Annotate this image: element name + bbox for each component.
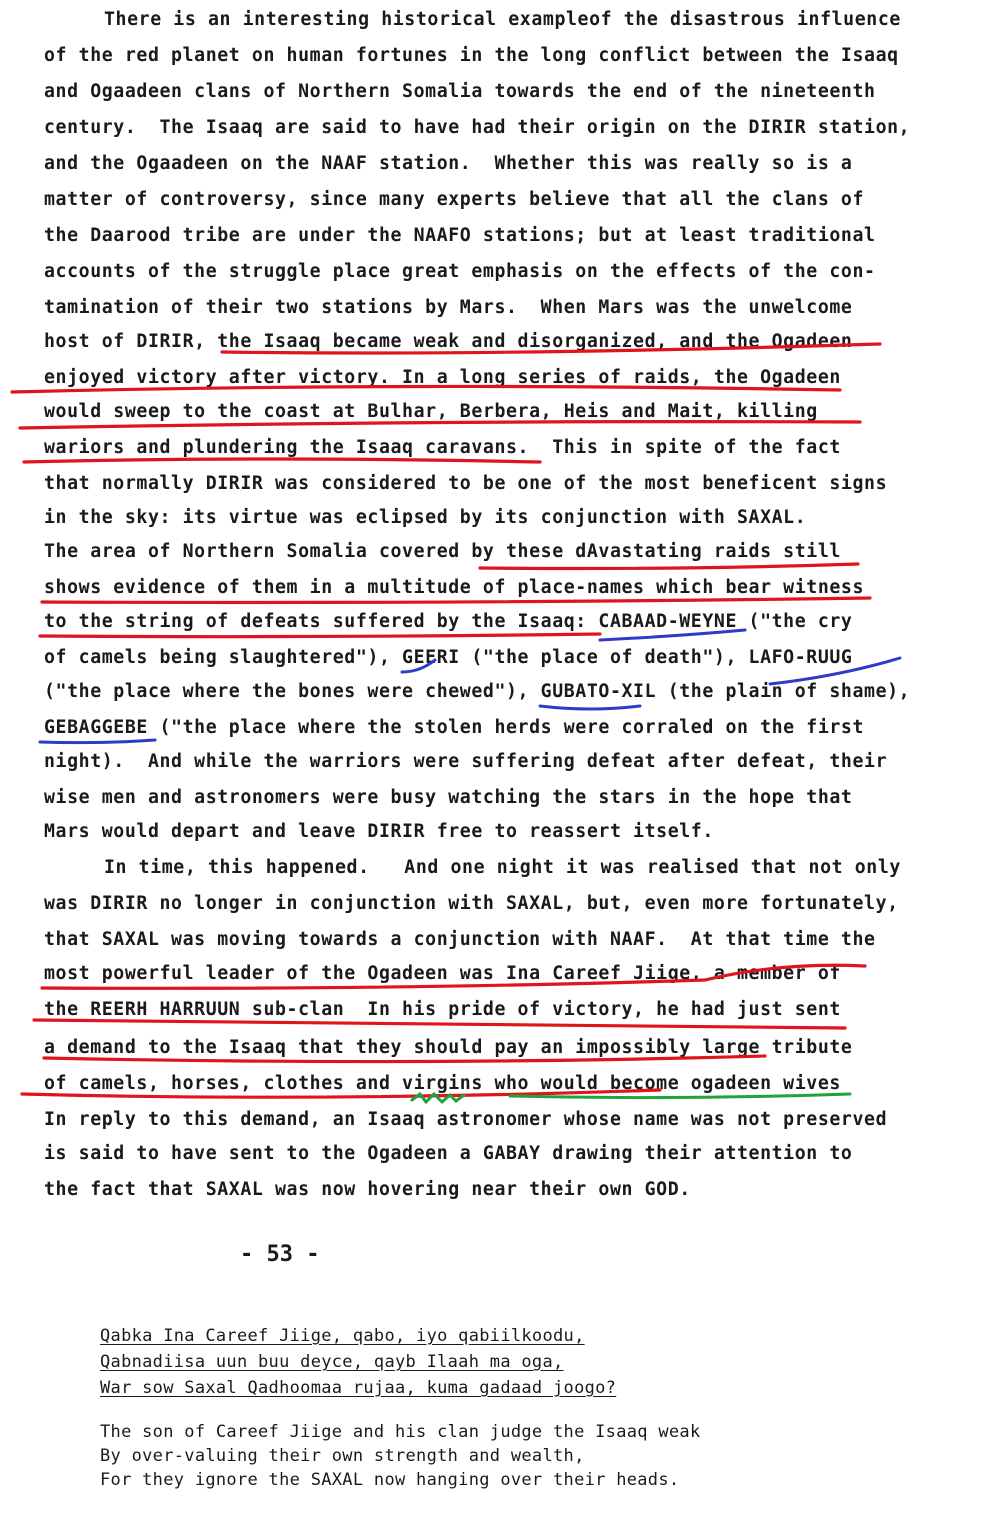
text-line: that SAXAL was moving towards a conjunction with NAAF. At that time the: [44, 929, 876, 950]
text-line: ("the place where the bones were chewed"), GUBATO-XIL (the plain of shame),: [44, 681, 911, 702]
text-line: of camels, horses, clothes and virgins who would become ogadeen wives: [44, 1073, 841, 1094]
text-line: was DIRIR no longer in conjunction with SAXAL, but, even more fortunately,: [44, 893, 899, 914]
text-line: Mars would depart and leave DIRIR free to reassert itself.: [44, 821, 714, 842]
green-underline: [510, 1094, 850, 1098]
green-scribble: [412, 1094, 464, 1102]
text-line: shows evidence of them in a multitude of place-names which bear witness: [44, 577, 865, 598]
verse-somali-line: Qabnadiisa uun buu deyce, qayb Ilaah ma oga,: [100, 1352, 564, 1372]
verse-somali-line: Qabka Ina Careef Jiige, qabo, iyo qabiilkoodu,: [100, 1326, 585, 1346]
text-line: In time, this happened. And one night it was realised that not only: [104, 857, 901, 878]
text-line: century. The Isaaq are said to have had their origin on the DIRIR station,: [44, 117, 911, 138]
verse-english-line: The son of Careef Jiige and his clan judge the Isaaq weak: [100, 1422, 701, 1442]
red-underline: [20, 422, 860, 428]
text-line: GEBAGGEBE ("the place where the stolen herds were corraled on the first: [44, 717, 865, 738]
blue-underline: [40, 740, 155, 743]
red-underline: [480, 564, 858, 569]
text-line: the fact that SAXAL was now hovering near their own GOD.: [44, 1179, 691, 1200]
green-underlines: [412, 1094, 850, 1102]
text-line: enjoyed victory after victory. In a long series of raids, the Ogadeen: [44, 367, 841, 388]
text-line: of camels being slaughtered"), GEERI ("the place of death"), LAFO-RUUG: [44, 647, 853, 668]
text-line: and the Ogaadeen on the NAAF station. Whether this was really so is a: [44, 153, 853, 174]
text-line: that normally DIRIR was considered to be one of the most beneficent signs: [44, 473, 888, 494]
text-line: the REERH HARRUUN sub-clan In his pride of victory, he had just sent: [44, 999, 841, 1020]
text-line: In reply to this demand, an Isaaq astronomer whose name was not preserved: [44, 1109, 888, 1130]
verse-somali-line: War sow Saxal Qadhoomaa rujaa, kuma gadaad joogo?: [100, 1378, 617, 1398]
text-line: night). And while the warriors were suffering defeat after defeat, their: [44, 751, 888, 772]
red-underline: [40, 634, 600, 637]
text-line: the Daarood tribe are under the NAAFO stations; but at least traditional: [44, 225, 876, 246]
text-line: wise men and astronomers were busy watching the stars in the hope that: [44, 787, 853, 808]
text-line: would sweep to the coast at Bulhar, Berbera, Heis and Mait, killing: [44, 401, 818, 422]
red-underline: [24, 459, 540, 462]
verse-english-line: For they ignore the SAXAL now hanging over their heads.: [100, 1470, 680, 1490]
text-line: a demand to the Isaaq that they should pay an impossibly large tribute: [44, 1037, 853, 1058]
text-line: of the red planet on human fortunes in the long conflict between the Isaaq: [44, 45, 899, 66]
text-line: and Ogaadeen clans of Northern Somalia towards the end of the nineteenth: [44, 81, 876, 102]
red-underline: [34, 1020, 845, 1028]
page-number: - 53 -: [240, 1242, 320, 1267]
blue-underline: [540, 706, 640, 709]
verse-english-line: By over-valuing their own strength and wealth,: [100, 1446, 585, 1466]
text-line: host of DIRIR, the Isaaq became weak and disorganized, and the Ogadeen: [44, 331, 853, 352]
text-line: to the string of defeats suffered by the Isaaq: CABAAD-WEYNE ("the cry: [44, 611, 853, 632]
text-line: in the sky: its virtue was eclipsed by its conjunction with SAXAL.: [44, 507, 807, 528]
red-underline: [42, 598, 870, 603]
text-line: is said to have sent to the Ogadeen a GABAY drawing their attention to: [44, 1143, 853, 1164]
text-line: There is an interesting historical exampleof the disastrous influence: [104, 9, 901, 30]
text-line: wariors and plundering the Isaaq caravans. This in spite of the fact: [44, 437, 841, 458]
text-line: matter of controversy, since many experts believe that all the clans of: [44, 189, 865, 210]
text-line: most powerful leader of the Ogadeen was Ina Careef Jiige, a member of: [44, 963, 841, 984]
text-line: tamination of their two stations by Mars. When Mars was the unwelcome: [44, 297, 853, 318]
text-line: accounts of the struggle place great emphasis on the effects of the con-: [44, 261, 876, 282]
text-line: The area of Northern Somalia covered by these dAvastating raids still: [44, 541, 841, 562]
